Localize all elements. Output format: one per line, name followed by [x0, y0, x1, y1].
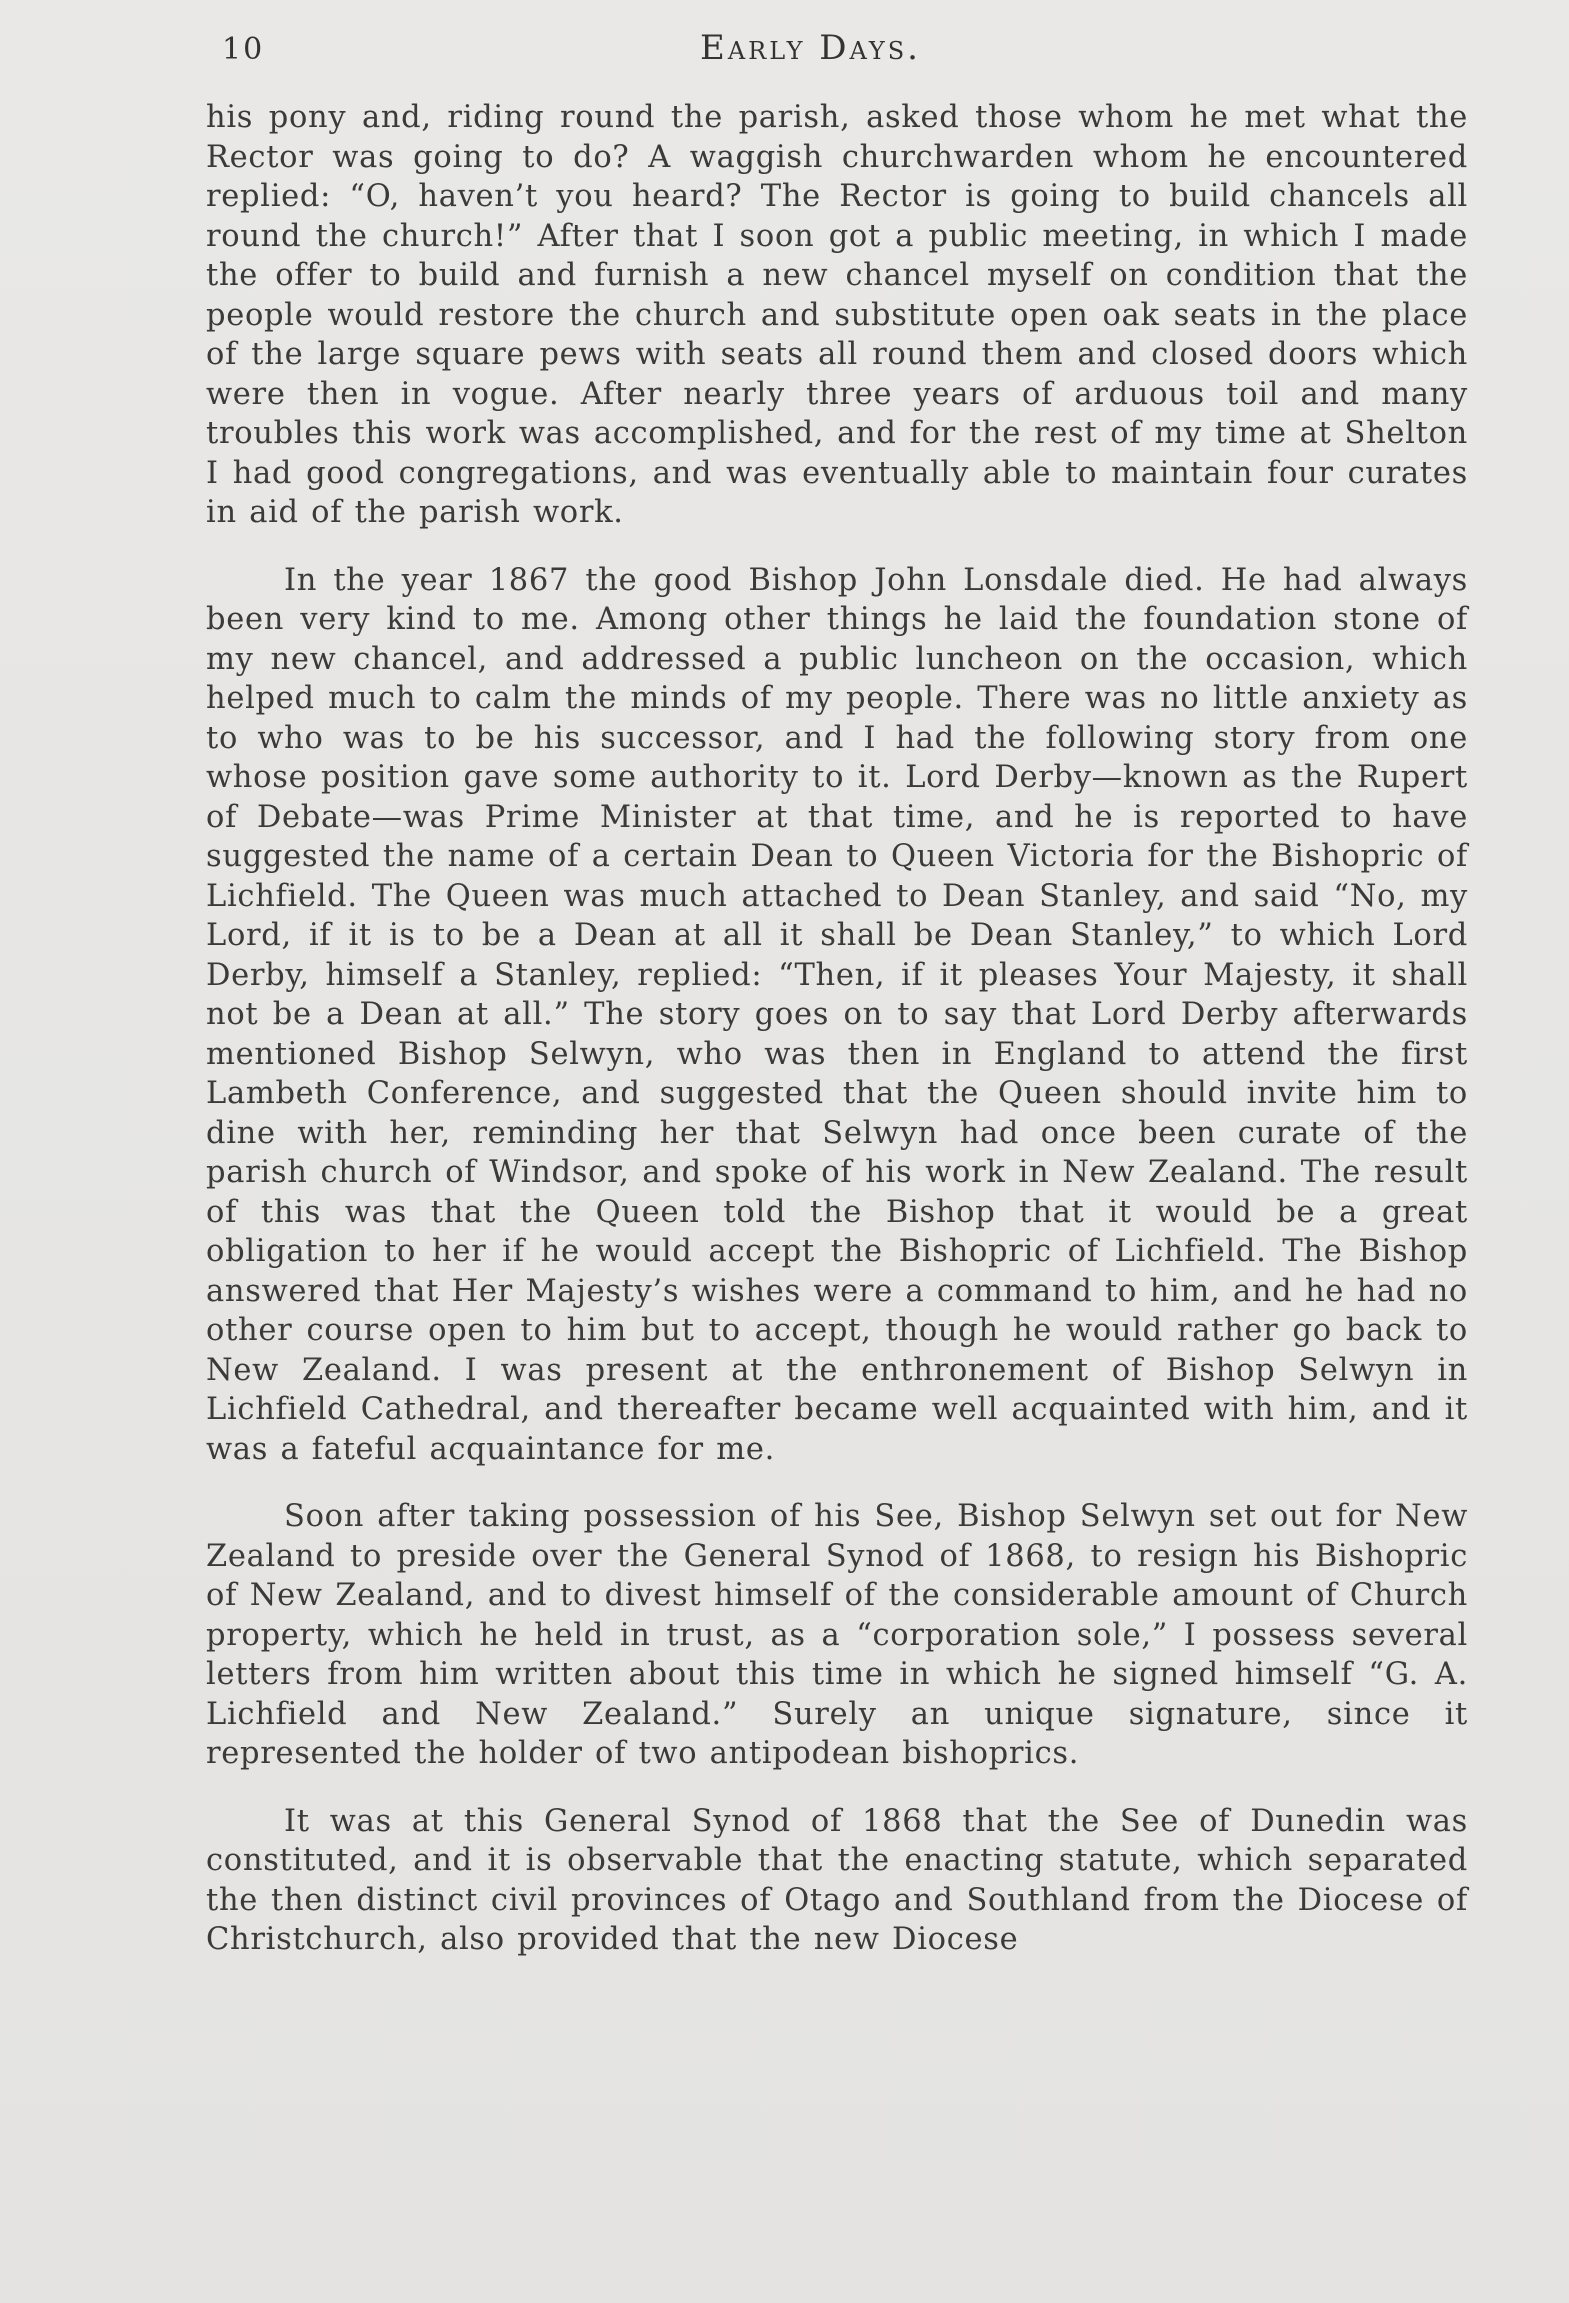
running-head — [0, 28, 1569, 68]
body-text — [206, 98, 1468, 1988]
paragraph-3: Soon after taking possession of his See, Bishop Selwyn set out for New Zealand to preside over the General Synod of 1868, to resign his Bishopric of New Zealand, and to divest himself of the considerable amount of Church property, which he held in trust, as a “corporation sole,” I possess several letters from him written about this time in which he signed himself “G. A. Lichfield and New Zealand.” Surely an unique signature, since it represented the holder of two antipodean bishoprics. — [206, 1499, 1468, 1771]
paragraph-4: It was at this General Synod of 1868 that the See of Dunedin was constituted, and it is observable that the enacting statute, which separated the then distinct civil provinces of Otago and Southland from the Diocese of Christchurch, also provided that the new Diocese — [206, 1803, 1468, 1957]
paragraph-2: In the year 1867 the good Bishop John Lonsdale died. He had always been very kind to me. Among other things he laid the foundation stone of my new chancel, and addressed a public luncheon on the occasion, which helped much to calm the minds of my people. There was no little anxiety as to who was to be his successor, and I had the following story from one whose position gave some authority to it. Lord Derby—known as the Rupert of Debate—was Prime Minister at that time, and he is reported to have suggested the name of a certain Dean to Queen Victoria for the Bishopric of Lichfield. The Queen was much attached to Dean Stanley, and said “No, my Lord, if it is to be a Dean at all it shall be Dean Stanley,” to which Lord Derby, himself a Stanley, replied: “Then, if it pleases Your Majesty, it shall not be a Dean at all.” The story goes on to say that Lord Derby afterwards mentioned Bishop Selwyn, who was then in England to attend the first Lambeth Conference, and suggested that the Queen should invite him to dine with her, reminding her that Selwyn had once been curate of the parish church of Windsor, and spoke of his work in New Zealand. The result of this was that the Queen told the Bishop that it would be a great obligation to her if he would accept the Bishopric of Lichfield. The Bishop answered that Her Majesty’s wishes were a command to him, and he had no other course open to him but to accept, though he would rather go back to New Zealand. I was present at the enthronement of Bishop Selwyn in Lichfield Cathedral, and thereafter became well acquainted with him, and it was a fateful acquaintance for me. — [206, 562, 1468, 1467]
paragraph-1: his pony and, riding round the parish, asked those whom he met what the Rector was going to do? A waggish churchwarden whom he encountered replied: “O, haven’t you heard? The Rector is going to build chancels all round the church!” After that I soon got a public meeting, in which I made the offer to build and furnish a new chancel myself on condition that the people would restore the church and substitute open oak seats in the place of the large square pews with seats all round them and closed doors which were then in vogue. After nearly three years of arduous toil and many troubles this work was accomplished, and for the rest of my time at Shelton I had good congregations, and was eventually able to maintain four curates in aid of the parish work. — [206, 100, 1468, 530]
page-number: 10 — [222, 32, 265, 67]
running-title: Early Days. — [700, 28, 921, 68]
